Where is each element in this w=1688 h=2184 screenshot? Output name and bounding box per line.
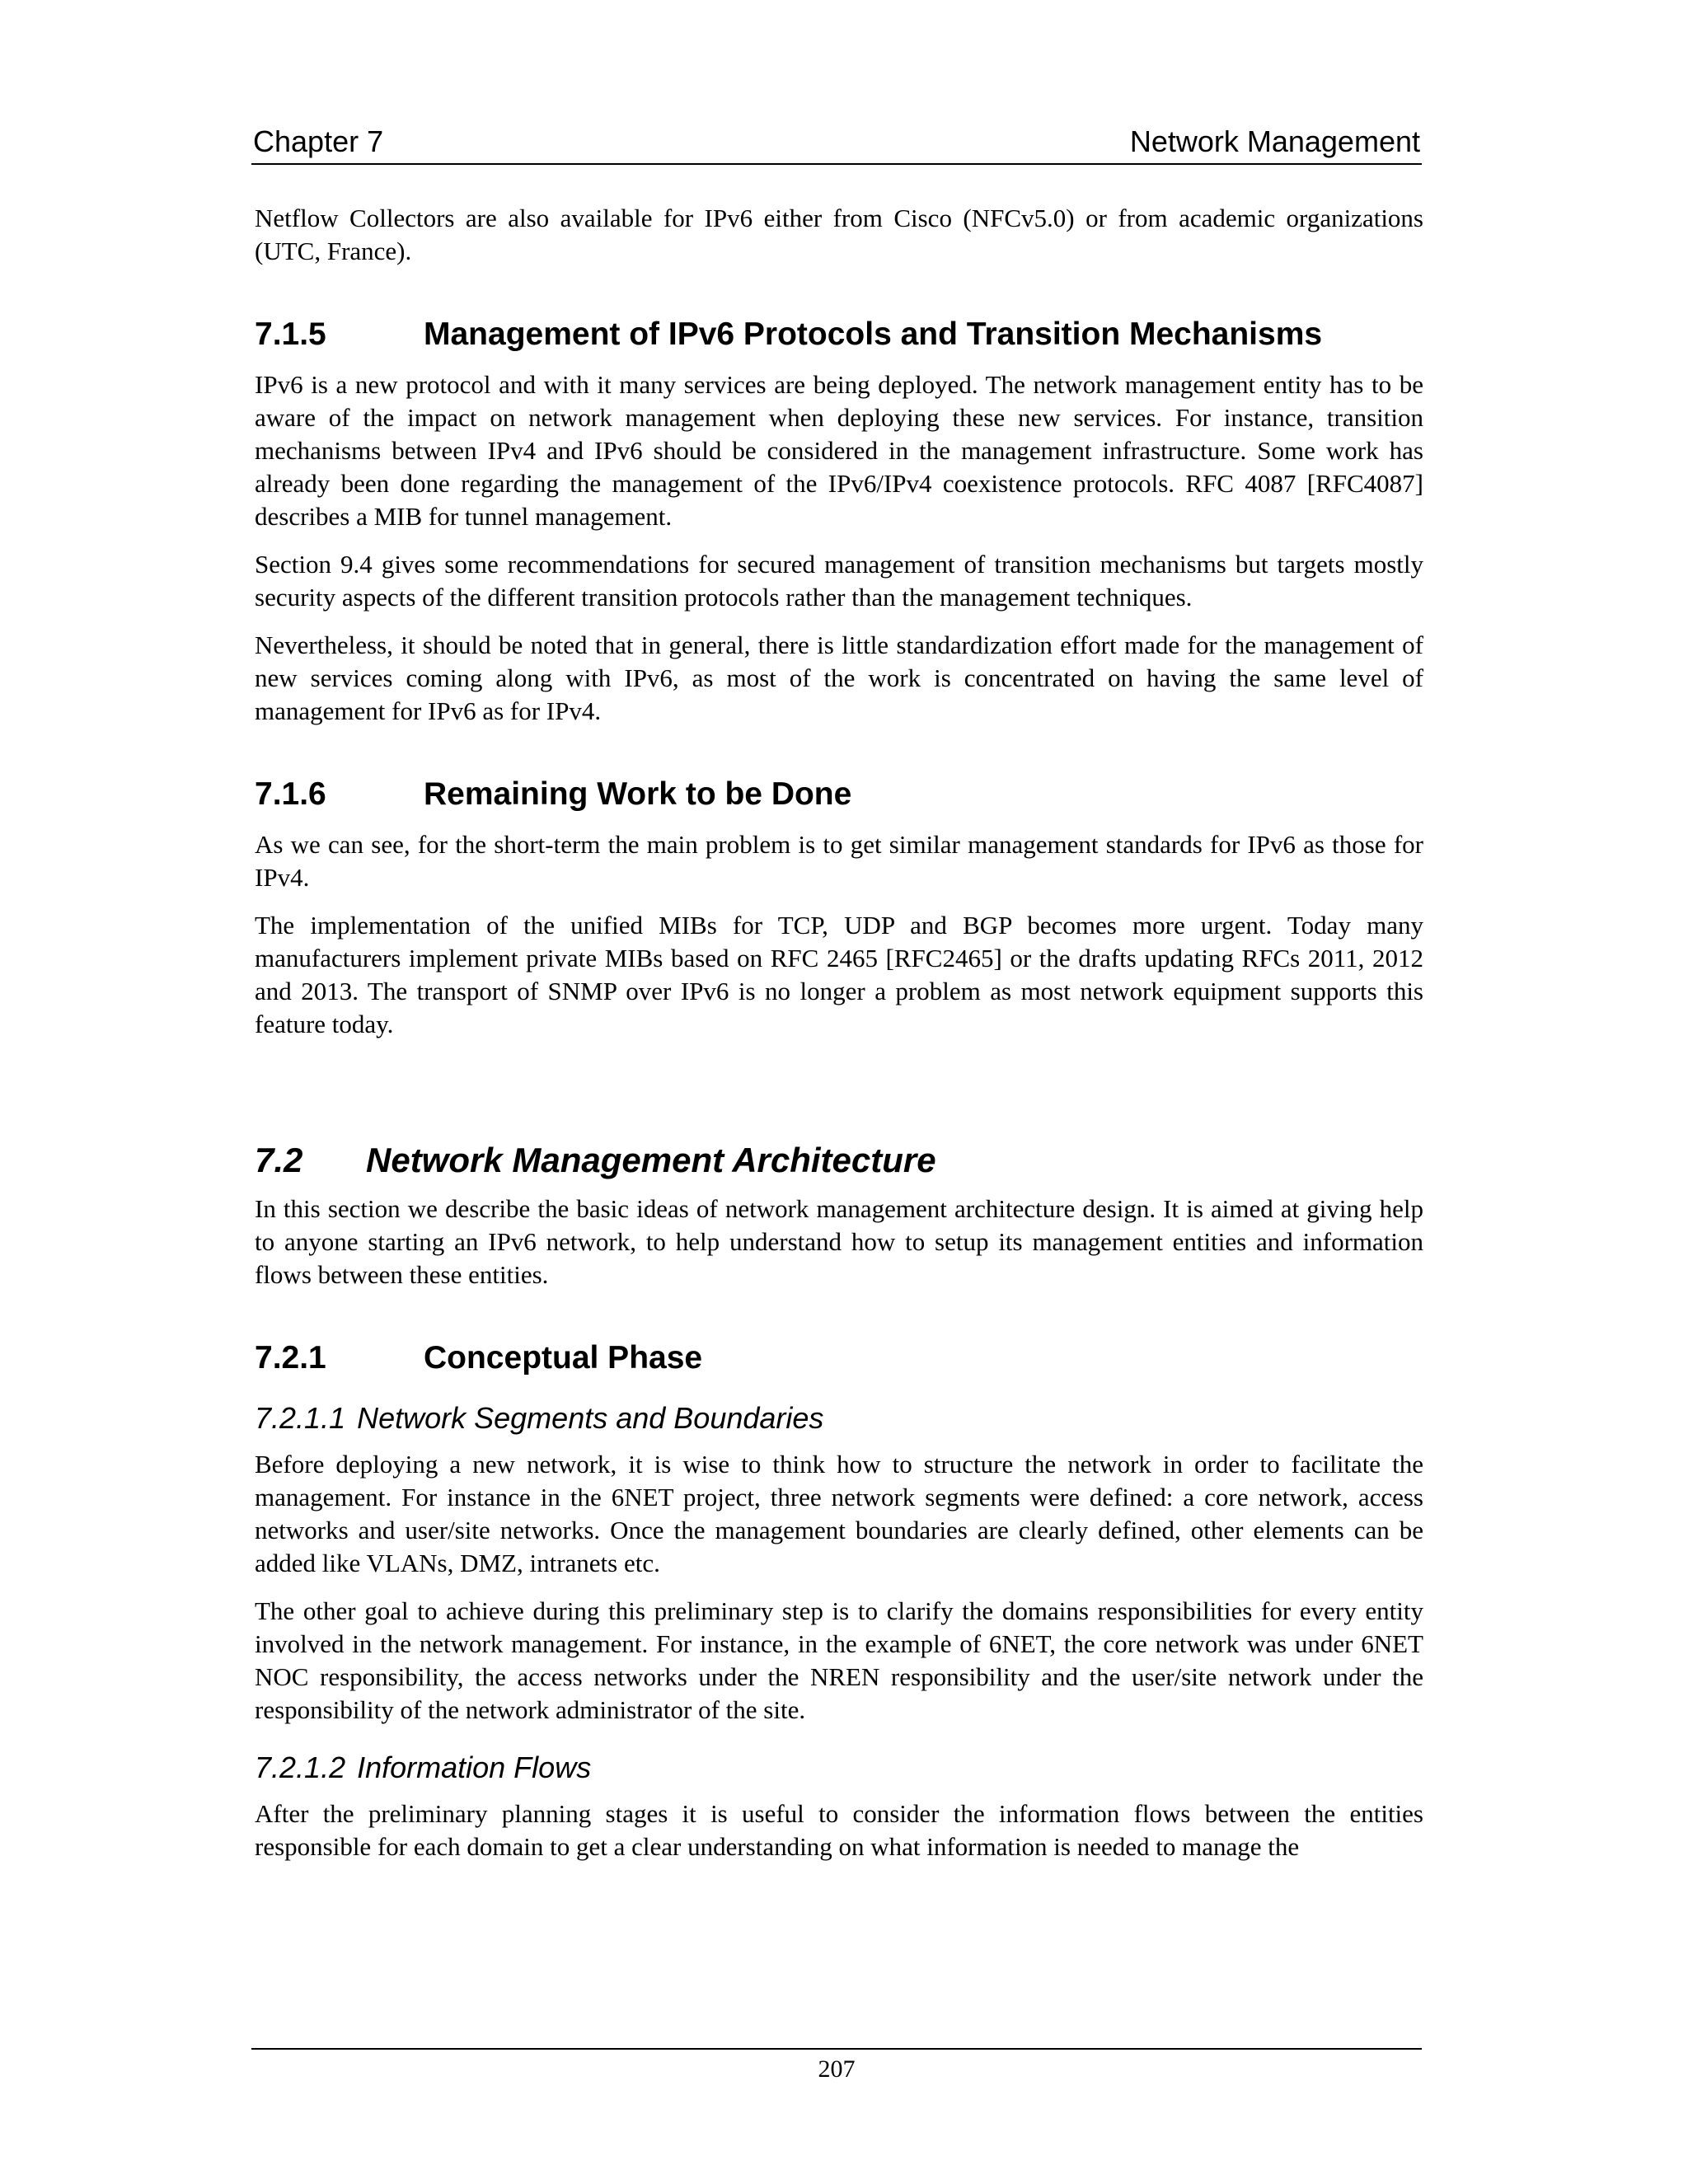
heading-number: 7.2.1.2 <box>255 1750 346 1784</box>
heading-title: Network Management Architecture <box>366 1141 936 1179</box>
heading-title: Conceptual Phase <box>424 1340 703 1376</box>
paragraph: In this section we describe the basic ideas of network management architecture design. It is aimed at giving help to anyone starting an IPv6 network, to help understand how to setup its management entities and information flows between these entities. <box>255 1194 1423 1289</box>
paragraph: Section 9.4 gives some recommendations for secured management of transition mechanisms but targets mostly security aspects of the different transition protocols rather than the management techniques. <box>255 550 1423 612</box>
paragraph: As we can see, for the short-term the main problem is to get similar management standards for IPv6 as those for IPv4. <box>255 830 1423 892</box>
paragraph: Nevertheless, it should be noted that in general, there is little standardization effort made for the management of new services coming along with IPv6, as most of the work is concentrated on having the same level of management for IPv6 as for IPv4. <box>255 630 1423 725</box>
heading-title: Information Flows <box>357 1750 592 1784</box>
heading-7-1-6 <box>255 776 1423 813</box>
heading-7-2-1-1 <box>255 1400 1423 1436</box>
paragraph: Before deploying a new network, it is wise to think how to structure the network in order to facilitate the management. For instance in the 6NET project, three network segments were defined: a core network, access networks and user/site networks. Once the management boundaries are clearly defined, other elements can be added like VLANs, DMZ, intranets etc. <box>255 1450 1423 1577</box>
page-header <box>251 122 1422 165</box>
heading-7-2-1 <box>255 1339 1423 1377</box>
paragraph: IPv6 is a new protocol and with it many services are being deployed. The network management entity has to be aware of the impact on network management when deploying these new services. For instance, transition mechanisms between IPv4 and IPv6 should be considered in the management infrastructure. Some work has already been done regarding the management of the IPv6/IPv4 coexistence protocols. RFC 4087 [RFC4087] describes a MIB for tunnel management. <box>255 370 1423 531</box>
page-number: 207 <box>818 2055 856 2083</box>
heading-title: Network Segments and Boundaries <box>357 1401 824 1435</box>
paragraph: The implementation of the unified MIBs for TCP, UDP and BGP becomes more urgent. Today many manufacturers implement private MIBs based on RFC 2465 [RFC2465] or the drafts updating RFCs 2011, 2012 and 2013. The transport of SNMP over IPv6 is no longer a problem as most network equipment supports this feature today. <box>255 911 1423 1038</box>
heading-number: 7.2.1.1 <box>255 1401 346 1435</box>
header-title: Network Management <box>1129 124 1420 158</box>
heading-7-1-5 <box>255 316 1423 354</box>
heading-number: 7.1.6 <box>255 776 326 812</box>
paragraph: After the preliminary planning stages it is useful to consider the information flows between the entities responsible for each domain to get a clear understanding on what information is needed to manage the <box>255 1799 1423 1861</box>
heading-title: Remaining Work to be Done <box>424 776 852 812</box>
page-body <box>255 202 1423 1878</box>
heading-number: 7.1.5 <box>255 316 326 352</box>
header-chapter: Chapter 7 <box>253 124 384 158</box>
heading-number: 7.2.1 <box>255 1340 326 1376</box>
intro-paragraph: Netflow Collectors are also available for IPv6 either from Cisco (NFCv5.0) or from academic organizations (UTC, France). <box>255 204 1423 265</box>
page-footer <box>251 2048 1422 2084</box>
heading-7-2-1-2 <box>255 1750 1423 1786</box>
paragraph: The other goal to achieve during this preliminary step is to clarify the domains responsibilities for every entity involved in the network management. For instance, in the example of 6NET, the core network was under 6NET NOC responsibility, the access networks under the NREN responsibility and the user/site network under the responsibility of the network administrator of the site. <box>255 1596 1423 1724</box>
heading-number: 7.2 <box>255 1141 303 1179</box>
heading-title: Management of IPv6 Protocols and Transition Mechanisms <box>424 316 1323 352</box>
heading-7-2 <box>255 1140 1423 1181</box>
